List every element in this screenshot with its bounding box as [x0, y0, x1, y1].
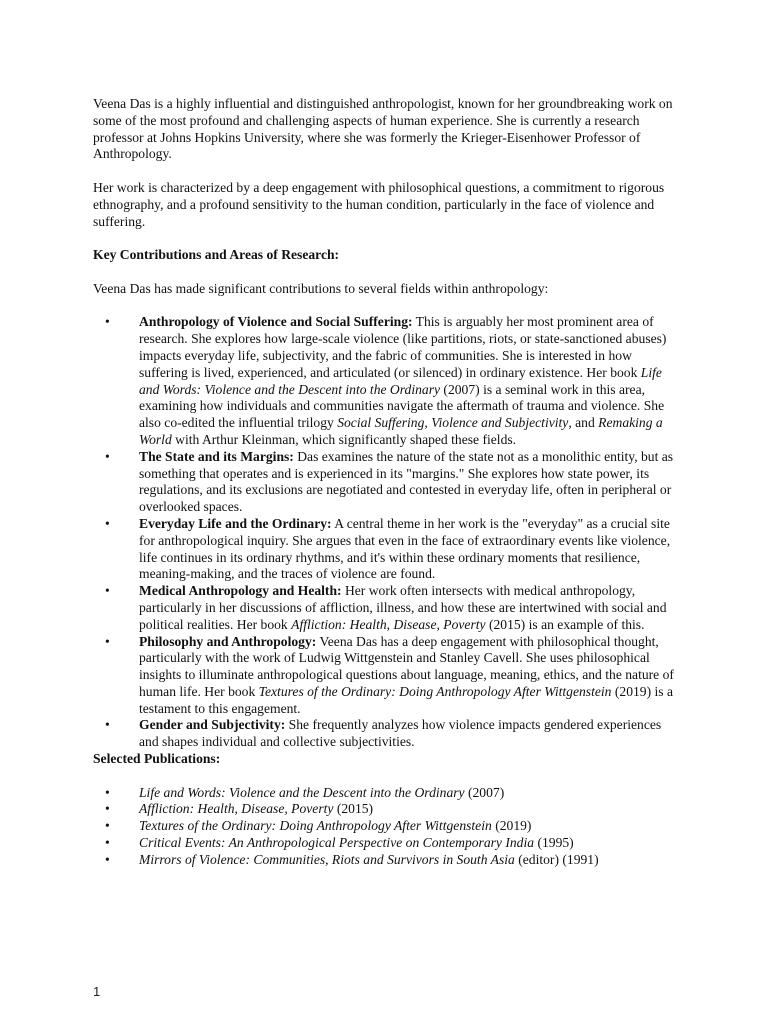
item-text: , and: [568, 415, 599, 431]
item-title: Gender and Subjectivity:: [139, 717, 286, 733]
contributions-list: [93, 314, 681, 751]
list-item: [93, 449, 681, 516]
item-title: The State and its Margins:: [139, 448, 294, 464]
item-text: (2007) is a seminal work in this area, examining how individuals and communities navigate the aftermath of trauma and violence. She also co-edited the influential trilogy: [139, 381, 665, 431]
list-item: [93, 583, 681, 633]
bullet-icon: •: [105, 314, 110, 330]
publication-note: (2007): [464, 784, 505, 800]
item-text: Her work often intersects with medical anthropology, particularly in her discussions of affliction, illness, and how these are intertwined with social and political realities. Her book: [139, 583, 667, 632]
book-title: Affliction: Health, Disease, Poverty: [291, 616, 486, 632]
bullet-icon: •: [105, 515, 110, 531]
list-item: [93, 634, 681, 718]
publication-note: (1995): [534, 835, 574, 851]
book-title: Remaking a World: [139, 415, 663, 447]
book-title: Life and Words: Violence and the Descent into the Ordinary: [139, 364, 662, 397]
item-text: Das examines the nature of the state not as a monolithic entity, but as something that operates and is experienced in its "margins." She explores how state power, its regulations, and its exclusions are negotiated and contested in everyday life, often in peripheral or overlooked spaces.: [139, 448, 674, 515]
bullet-icon: •: [105, 583, 110, 599]
item-text: ,: [424, 415, 432, 431]
bullet-icon: •: [105, 835, 110, 851]
contributions-lead: Veena Das has made significant contributions to several fields within anthropology:: [93, 280, 549, 296]
item-text: with Arthur Kleinman, which significantly shaped these fields.: [171, 431, 517, 447]
book-title: Social Suffering: [337, 415, 425, 431]
item-text: This is arguably her most prominent area of research. She explores how large-scale violence (like partitions, riots, or state-sanctioned abuses) impacts everyday life, subjectivity, and the fabric of communities. She is interested in how suffering is lived, experienced, and articulated (or silenced) in ordinary existence. Her book: [139, 314, 667, 380]
list-item: [93, 785, 681, 802]
list-item: [93, 516, 681, 583]
list-item: [93, 717, 681, 751]
bullet-icon: •: [105, 801, 110, 817]
publication-note: (2019): [491, 818, 532, 834]
bullet-icon: •: [105, 784, 110, 800]
list-item: [93, 835, 681, 852]
item-title: Philosophy and Anthropology:: [139, 633, 317, 649]
item-title: Medical Anthropology and Health:: [139, 583, 342, 599]
intro-paragraph-2: Her work is characterized by a deep engagement with philosophical questions, a commitment to rigorous ethnography, and a profound sensitivity to the human condition, particularly in the face of violence and suffering.: [93, 179, 665, 229]
item-text: Veena Das has a deep engagement with philosophical thought, particularly with the work of Ludwig Wittgenstein and Stanley Cavell. She uses philosophical insights to illuminate anthropological questions about language, meaning, ethics, and the nature of human life. Her book: [139, 633, 674, 699]
publication-title: Mirrors of Violence: Communities, Riots and Survivors in South Asia: [139, 851, 515, 867]
intro-paragraph-1: Veena Das is a highly influential and distinguished anthropologist, known for her groundbreaking work on some of the most profound and challenging aspects of human experience. She is currently a research professor at Johns Hopkins University, where she was formerly the Krieger-Eisenhower Professor of Anthropology.: [93, 96, 673, 162]
item-text: (2015) is an example of this.: [485, 616, 645, 632]
list-item: [93, 801, 681, 818]
bullet-icon: •: [105, 851, 110, 867]
item-text: A central theme in her work is the "everyday" as a crucial site for anthropological inquiry. She argues that even in the face of extraordinary events like violence, life continues in its ordinary rhythms, and it's within these ordinary moments that resilience, meaning-making, and the traces of violence are found.: [139, 515, 671, 582]
publication-title: Affliction: Health, Disease, Poverty: [139, 801, 334, 817]
bullet-icon: •: [105, 633, 110, 649]
publication-title: Life and Words: Violence and the Descent into the Ordinary: [139, 784, 465, 800]
publications-heading: Selected Publications:: [93, 751, 221, 767]
publication-title: Critical Events: An Anthropological Perspective on Contemporary India: [139, 835, 535, 851]
item-title: Anthropology of Violence and Social Suffering:: [139, 314, 413, 330]
publications-list: [93, 785, 681, 869]
bullet-icon: •: [105, 818, 110, 834]
list-item: [93, 314, 681, 448]
list-item: [93, 818, 681, 835]
page-number: 1: [93, 984, 101, 999]
bullet-icon: •: [105, 448, 110, 464]
publication-title: Textures of the Ordinary: Doing Anthropology After Wittgenstein: [139, 818, 492, 834]
bullet-icon: •: [105, 717, 110, 733]
item-text: (2019) is a testament to this engagement.: [139, 683, 674, 716]
item-text: She frequently analyzes how violence impacts gendered experiences and shapes individual and collective subjectivities.: [139, 717, 662, 750]
publication-note: (2015): [333, 801, 374, 817]
list-item: [93, 852, 681, 869]
item-title: Everyday Life and the Ordinary:: [139, 515, 332, 531]
publication-note: (editor) (1991): [514, 851, 599, 867]
document-page: [93, 96, 681, 869]
book-title: Textures of the Ordinary: Doing Anthropology After Wittgenstein: [258, 683, 612, 699]
book-title: Violence and Subjectivity: [431, 415, 569, 431]
contributions-heading: Key Contributions and Areas of Research:: [93, 247, 340, 263]
